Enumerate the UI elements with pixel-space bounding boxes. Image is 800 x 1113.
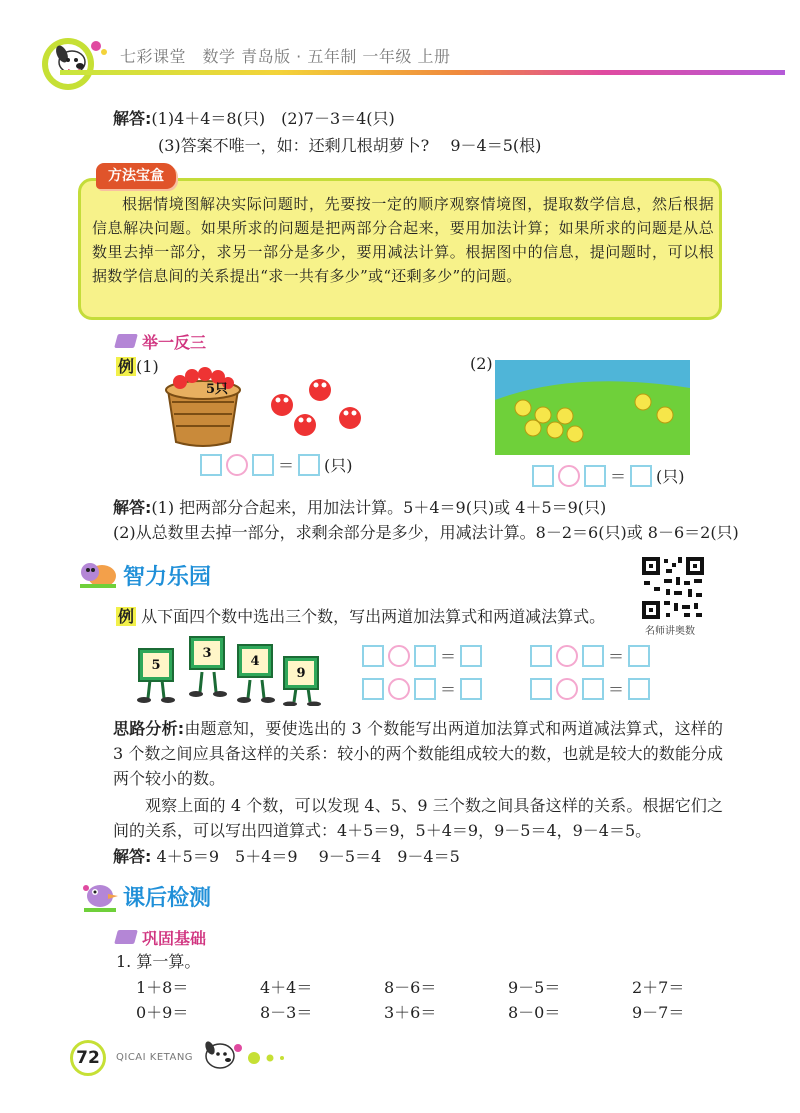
number-card [237, 644, 273, 678]
book-icon [114, 930, 138, 944]
basket-label: 5只 [206, 382, 229, 397]
answer-box[interactable] [530, 678, 552, 700]
number-card-value: 9 [288, 661, 314, 685]
answer-box[interactable] [414, 645, 436, 667]
operator-circle[interactable] [388, 678, 410, 700]
example-badge: 例 [118, 607, 135, 626]
method-text: 根据情境图解决实际问题时，先要按一定的顺序观察情境图，提取数学信息，然后根据信息解决问题。如果所求的问题是把两部分合起来，要用加法计算；如果所求的问题是从总数里去掉一部分，求另一部分是多少，要用减法计算。根据图中的信息，提问题时，可以根据数学信息间的关系提出“求一共有多少”或“还剩多少”的问题。 [92, 195, 714, 285]
number-card-value: 3 [194, 641, 220, 665]
footer-brand: QICAI KETANG [116, 1052, 194, 1063]
juyi-heading: 举一反三 [142, 333, 207, 352]
answer-box[interactable] [200, 454, 222, 476]
equals-sign: ＝ [608, 647, 625, 666]
answer-label: 解答: [113, 847, 152, 866]
operator-circle[interactable] [556, 678, 578, 700]
zhili-answer [113, 846, 460, 868]
bird-mascot-icon [78, 876, 122, 914]
page-number: 72 [70, 1040, 106, 1076]
number-card-value: 5 [143, 653, 169, 677]
answer-label: 解答: [113, 109, 152, 128]
calc-item[interactable]: 1＋8＝ [136, 978, 189, 997]
calc-item[interactable]: 0＋9＝ [136, 1003, 189, 1022]
equation-row-2 [532, 464, 685, 487]
answer-line-1 [113, 108, 395, 130]
example-1-label [116, 354, 159, 377]
kehou-subheading: 巩固基础 [142, 929, 207, 948]
analysis-paragraph [113, 716, 723, 791]
answer-box[interactable] [584, 465, 606, 487]
equation-row [530, 677, 650, 700]
zhili-answer-text: 4＋5＝9 5＋4＝9 9－5＝4 9－4＝5 [156, 847, 460, 866]
book-icon [114, 334, 138, 348]
analysis-text: 由题意知，要使选出的 3 个数能写出两道加法算式和两道减法算式，这样的 3 个数之间应具备这样的关系：较小的两个数能组成较大的数，也就是较大的数能分成两个较小的数。 [113, 719, 723, 788]
answer-box[interactable] [532, 465, 554, 487]
answer-box[interactable] [362, 645, 384, 667]
number-card [138, 648, 174, 682]
equals-sign: ＝ [278, 456, 295, 475]
answer-box[interactable] [252, 454, 274, 476]
header-color-bar [60, 70, 785, 75]
answer-box[interactable] [628, 645, 650, 667]
header-title: 七彩课堂 数学 青岛版 · 五年制 一年级 上册 [120, 47, 451, 66]
equals-sign: ＝ [608, 680, 625, 699]
chicks-illustration [495, 360, 690, 455]
zhili-example-text: 从下面四个数中选出三个数，写出两道加法算式和两道减法算式。 [141, 607, 606, 626]
calc-item[interactable]: 8－0＝ [508, 1003, 561, 1022]
calc-item[interactable]: 8－6＝ [384, 978, 437, 997]
juyi-answer-2: (2)从总数里去掉一部分，求剩余部分是多少，用减法计算。8－2＝6(只)或 8－6＝2(只) [113, 523, 739, 542]
dog-mascot-icon [38, 32, 116, 94]
answer-box[interactable] [582, 645, 604, 667]
answer-line-2: (3)答案不唯一，如：还剩几根胡萝卜? 9－4＝5(根) [158, 136, 542, 155]
equation-row [362, 677, 482, 700]
answer-label: 解答: [113, 498, 152, 517]
number-card [189, 636, 225, 670]
qr-caption: 名师讲奥数 [645, 626, 695, 637]
crab-basket-illustration [160, 360, 370, 450]
calc-item[interactable]: 9－7＝ [632, 1003, 685, 1022]
answer-box[interactable] [298, 454, 320, 476]
zhili-example [116, 606, 605, 628]
operator-circle[interactable] [556, 645, 578, 667]
equals-sign: ＝ [610, 467, 627, 486]
part-2-label: (2) [470, 354, 493, 373]
number-card-value: 4 [242, 649, 268, 673]
calc-item[interactable]: 8－3＝ [260, 1003, 313, 1022]
answer-box[interactable] [460, 678, 482, 700]
analysis-label: 思路分析: [113, 719, 185, 738]
answer-box[interactable] [414, 678, 436, 700]
calc-item[interactable]: 9－5＝ [508, 978, 561, 997]
calc-item[interactable]: 2＋7＝ [632, 978, 685, 997]
calc-item[interactable]: 3＋6＝ [384, 1003, 437, 1022]
number-card [283, 656, 319, 690]
answer-box[interactable] [530, 645, 552, 667]
answer-box[interactable] [582, 678, 604, 700]
equals-sign: ＝ [440, 647, 457, 666]
equation-row [362, 644, 482, 667]
juyi-answer-text-1: (1) 把两部分合起来，用加法计算。5＋4＝9(只)或 4＋5＝9(只) [151, 498, 607, 517]
mascot-small-icon [76, 558, 120, 590]
method-tag: 方法宝盒 [96, 163, 176, 189]
equals-sign: ＝ [440, 680, 457, 699]
operator-circle[interactable] [226, 454, 248, 476]
calc-item[interactable]: 4＋4＝ [260, 978, 313, 997]
zhili-heading: 智力乐园 [123, 565, 212, 590]
example-badge: 例 [118, 357, 135, 376]
unit-label: (只) [324, 456, 353, 475]
footer-dog-icon [198, 1034, 298, 1074]
answer-box[interactable] [460, 645, 482, 667]
operator-circle[interactable] [388, 645, 410, 667]
part-1-label: (1) [136, 357, 159, 376]
qr-code-icon[interactable] [640, 555, 706, 621]
equation-row-1 [200, 453, 353, 476]
question-1: 1. 算一算。 [116, 952, 201, 971]
kehou-heading: 课后检测 [123, 886, 212, 911]
answer-box[interactable] [362, 678, 384, 700]
unit-label: (只) [656, 467, 685, 486]
answer-box[interactable] [628, 678, 650, 700]
juyi-answer-1 [113, 497, 606, 519]
answer-text-1: (1)4＋4＝8(只) (2)7－3＝4(只) [151, 109, 395, 128]
answer-box[interactable] [630, 465, 652, 487]
equation-row [530, 644, 650, 667]
operator-circle[interactable] [558, 465, 580, 487]
observe-paragraph: 观察上面的 4 个数，可以发现 4、5、9 三个数之间具备这样的关系。根据它们之间的关系，可以写出四道算式：4＋5＝9，5＋4＝9，9－5＝4，9－4＝5。 [113, 796, 723, 840]
